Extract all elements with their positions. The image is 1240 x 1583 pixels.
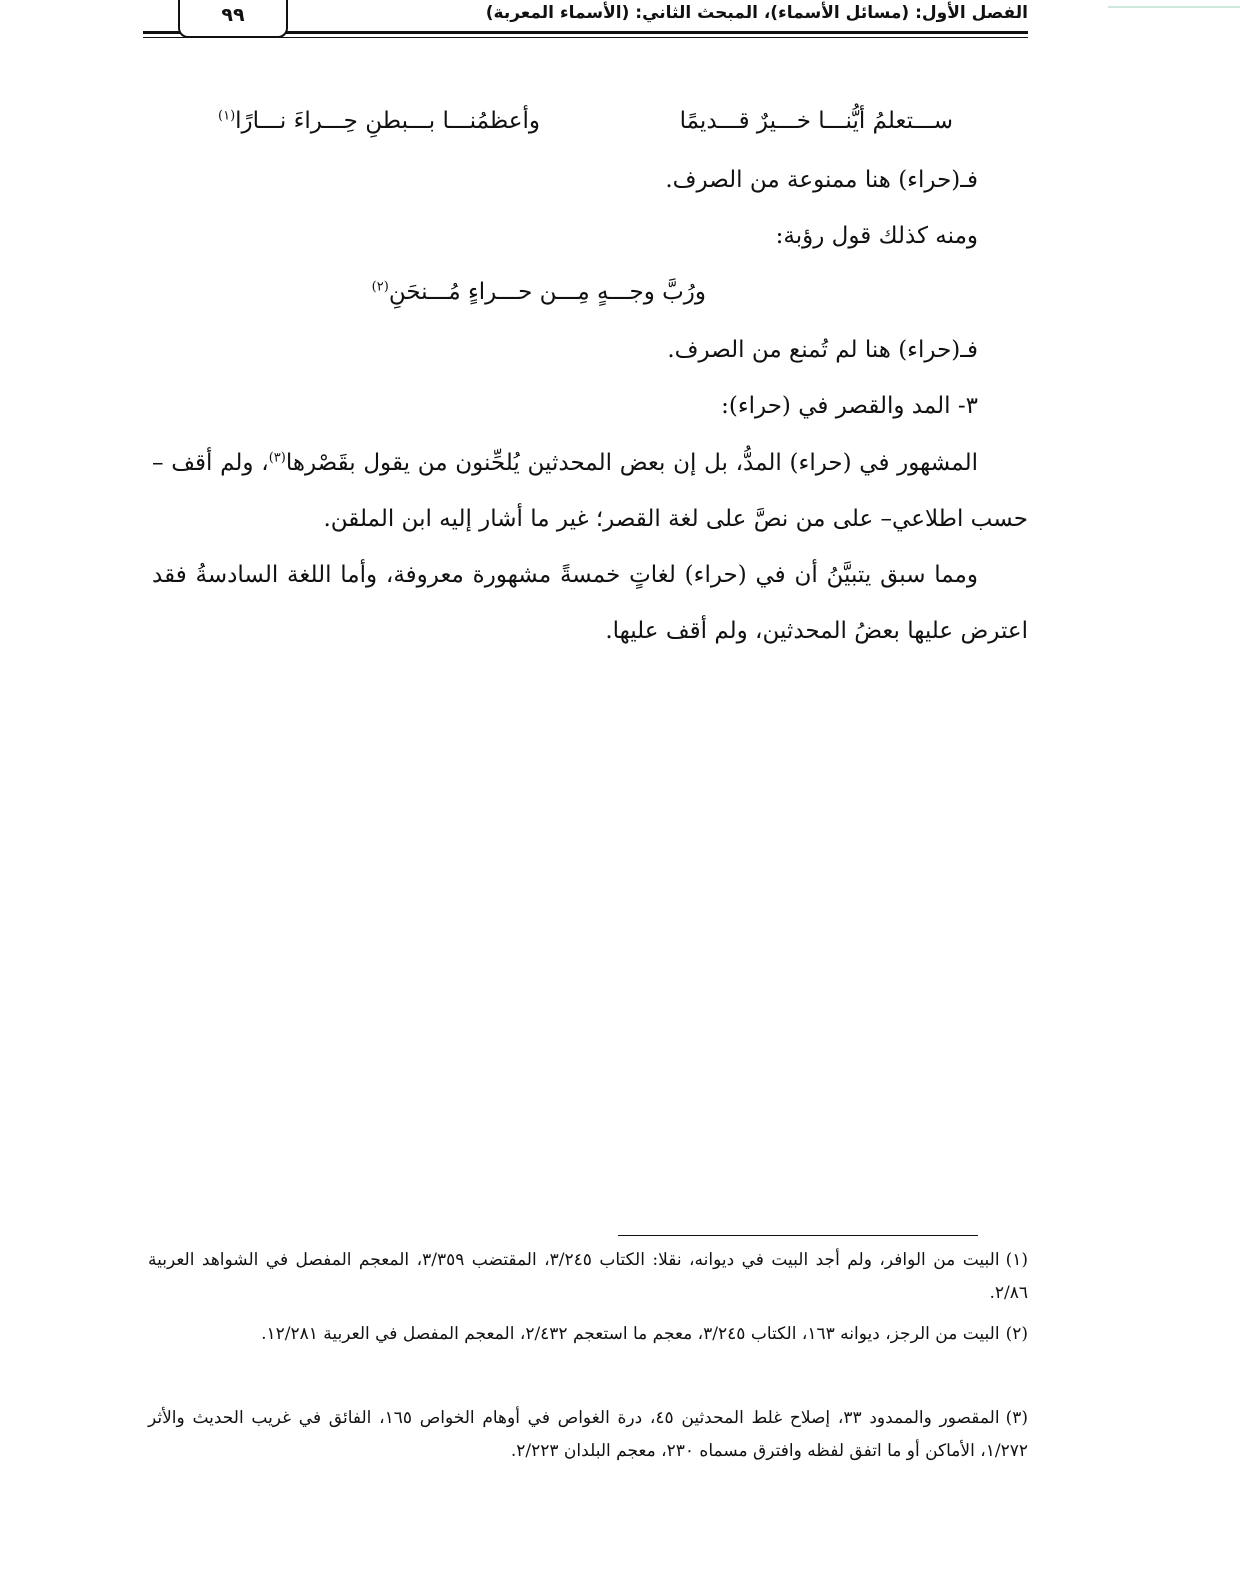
para1-line-1: المشهور في (حراء) المدُّ، بل إن بعض المحدثين يُلحِّنون من يقول بقَصْرها$^{(٣)}$، ولم أقف – (152, 450, 978, 476)
para2-line-2: اعترض عليها بعضُ المحدثين، ولم أقف عليها. (605, 618, 1028, 644)
footnote-1 (148, 1244, 1028, 1310)
verse1-first-hemistich: ســـتعلمُ أيُّنـــا خـــيرٌ قـــديمًا (679, 108, 953, 134)
verse2: ورُبَّ وجـــهٍ مِـــن حـــراءٍ مُـــنحَنِ$^{(٢)}$ (371, 279, 706, 305)
footnote-2-number: (٢) (1005, 1324, 1028, 1344)
body-line-2: ومنه كذلك قول رؤبة: (775, 223, 978, 249)
section-heading-3: ٣- المد والقصر في (حراء): (721, 393, 978, 419)
page-number: ٩٩ (178, 0, 288, 38)
body-line-1: فـ(حراء) هنا ممنوعة من الصرف. (665, 167, 978, 193)
footnote-3-number: (٣) (1005, 1408, 1028, 1428)
para2-line-1: ومما سبق يتبيَّنُ أن في (حراء) لغاتٍ خمسةً مشهورة معروفة، وأما اللغة السادسةُ فقد (152, 562, 978, 588)
footnote-2 (148, 1318, 1028, 1351)
footnote-ref-3: (٣) (268, 450, 286, 466)
footnote-separator (618, 1235, 978, 1236)
footnote-3 (148, 1402, 1028, 1468)
footnote-1-number: (١) (1005, 1250, 1028, 1270)
footnote-3-text: المقصور والممدود ٣٣، إصلاح غلط المحدثين ٤٥، درة الغواص في أوهام الخواص ١٦٥، الفائق في غريب الحديث والأثر ١/٢٧٢، الأماكن أو ما اتفق لفظه وافترق مسماه ٢٣٠، معجم البلدان ٢/٢٢٣. (148, 1408, 1028, 1461)
footnote-1-text: البيت من الوافر، ولم أجد البيت في ديوانه، نقلا: الكتاب ٣/٢٤٥، المقتضب ٣/٣٥٩، المعجم المفصل في الشواهد العربية ٢/٨٦. (148, 1250, 1028, 1303)
footnote-ref-2: (٢) (371, 279, 389, 295)
para1-line-2: حسب اطلاعي– على من نصَّ على لغة القصر؛ غير ما أشار إليه ابن الملقن. (323, 506, 1028, 532)
running-header: الفصل الأول: (مسائل الأسماء)، المبحث الثاني: (الأسماء المعربة) (485, 3, 1028, 23)
footnote-2-text: البيت من الرجز، ديوانه ١٦٣، الكتاب ٣/٢٤٥، معجم ما استعجم ٢/٤٣٢، المعجم المفصل في العربية ١٢/٢٨١. (261, 1324, 1000, 1344)
corner-mark (1108, 6, 1240, 8)
footnote-ref-1: (١) (218, 108, 236, 124)
verse1-second-hemistich: وأعظمُنـــا بـــبطنِ حِـــراءَ نـــارًا$^{(١)}$ (218, 108, 541, 134)
body-line-3: فـ(حراء) هنا لم تُمنع من الصرف. (667, 337, 978, 363)
